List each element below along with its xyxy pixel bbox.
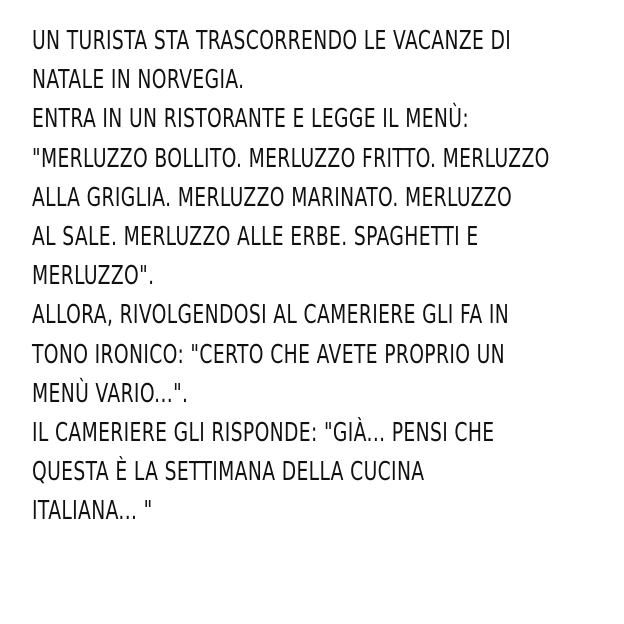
text-line: IL CAMERIERE GLI RISPONDE: "GIÀ... PENSI CHE	[32, 417, 495, 448]
text-line: "MERLUZZO BOLLITO. MERLUZZO FRITTO. MERLUZZO	[32, 143, 550, 174]
text-line: UN TURISTA STA TRASCORRENDO LE VACANZE DI	[32, 26, 512, 56]
text-line: NATALE IN NORVEGIA.	[32, 65, 245, 96]
text-line: ALLORA, RIVOLGENDOSI AL CAMERIERE GLI FA IN	[32, 300, 510, 331]
text-line: MENÙ VARIO...".	[32, 378, 189, 409]
text-line: ALLA GRIGLIA. MERLUZZO MARINATO. MERLUZZO	[32, 182, 513, 213]
text-line: TONO IRONICO: "CERTO CHE AVETE PROPRIO UN	[32, 339, 506, 370]
text-line: ENTRA IN UN RISTORANTE E LEGGE IL MENÙ:	[32, 104, 470, 135]
text-line: QUESTA È LA SETTIMANA DELLA CUCINA	[32, 457, 425, 488]
text-line: ITALIANA... "	[32, 496, 153, 527]
joke-text	[32, 22, 550, 531]
text-line: AL SALE. MERLUZZO ALLE ERBE. SPAGHETTI E	[32, 221, 479, 252]
text-line: MERLUZZO".	[32, 261, 155, 292]
